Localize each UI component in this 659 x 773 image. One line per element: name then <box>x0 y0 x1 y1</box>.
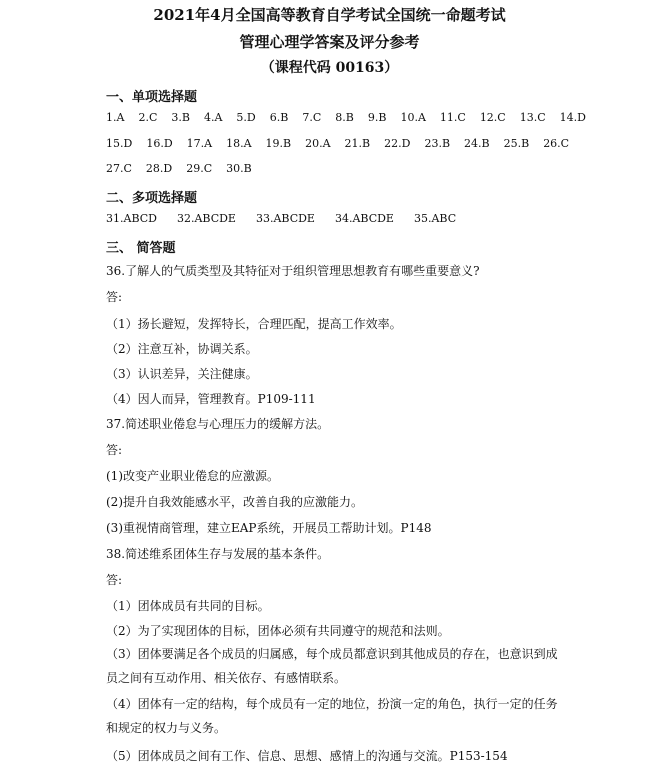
answer-item: 6.B <box>269 111 289 124</box>
answer-item: 15.D <box>106 137 133 150</box>
answer-point: （1）团体成员有共同的目标。 <box>106 599 270 613</box>
answer-point: （3）团体要满足各个成员的归属感，每个成员都意识到其他成员的存在，也意识到成员之间有互动作用、相关依存、有感情联系。 <box>106 647 558 685</box>
answer-item: 4.A <box>203 111 223 124</box>
answer-label: 答: <box>106 443 123 457</box>
answer-item: 3.B <box>171 111 190 124</box>
answer-item: 29.C <box>186 162 213 175</box>
answer-item: 32.ABCDE <box>176 212 236 225</box>
single-choice-row-2 <box>106 137 569 150</box>
single-choice-row-3 <box>106 162 252 175</box>
course-code: （课程代码 00163） <box>260 60 399 76</box>
answer-item: 22.D <box>384 137 411 150</box>
answer-item: 17.A <box>186 137 213 150</box>
answer-item: 31.ABCD <box>106 212 157 225</box>
answer-item: 30.B <box>226 162 252 175</box>
answer-item: 19.B <box>265 137 292 150</box>
answer-item: 12.C <box>479 111 506 124</box>
answer-item: 33.ABCDE <box>255 212 315 225</box>
answer-label: 答: <box>106 290 123 304</box>
exam-title: 2021年4月全国高等教育自学考试全国统一命题考试 <box>153 6 506 24</box>
single-choice-row-1 <box>106 111 586 124</box>
answer-item: 28.D <box>145 162 173 175</box>
answer-item: 9.B <box>367 111 387 124</box>
answer-item: 10.A <box>400 111 426 124</box>
answer-item: 13.C <box>519 111 546 124</box>
answer-point: (2)提升自我效能感水平，改善自我的应激能力。 <box>106 495 363 509</box>
answer-point: （2）为了实现团体的目标，团体必须有共同遵守的规范和法则。 <box>106 624 450 638</box>
answer-item: 26.C <box>543 137 570 150</box>
answer-item: 25.B <box>503 137 530 150</box>
answer-item: 23.B <box>424 137 451 150</box>
answer-item: 1.A <box>106 111 125 124</box>
answer-item: 16.D <box>146 137 173 150</box>
answer-item: 14.D <box>559 111 586 124</box>
answer-point: （5）团体成员之间有工作、信息、思想、感情上的沟通与交流。P153-154 <box>106 749 508 763</box>
answer-point: （4）因人而异，管理教育。P109-111 <box>106 392 316 406</box>
answer-item: 18.A <box>226 137 252 150</box>
short-answer-heading: 三、 简答题 <box>106 241 176 256</box>
exam-subtitle: 管理心理学答案及评分参考 <box>239 33 420 51</box>
answer-item: 7.C <box>302 111 322 124</box>
answer-item: 2.C <box>138 111 158 124</box>
answer-item: 8.B <box>335 111 354 124</box>
multiple-choice-heading: 二、多项选择题 <box>106 191 198 206</box>
answer-point: （2）注意互补，协调关系。 <box>106 342 258 356</box>
answer-item: 20.A <box>305 137 331 150</box>
answer-point: （3）认识差异，关注健康。 <box>106 367 258 381</box>
answer-point: （1）扬长避短，发挥特长，合理匹配，提高工作效率。 <box>106 317 402 331</box>
answer-item: 27.C <box>106 162 132 175</box>
answer-item: 5.D <box>236 111 256 124</box>
answer-item: 21.B <box>344 137 371 150</box>
single-choice-heading: 一、单项选择题 <box>106 90 198 105</box>
question-36: 36.了解人的气质类型及其特征对于组织管理思想教育有哪些重要意义? <box>106 264 480 278</box>
answer-item: 11.C <box>439 111 466 124</box>
answer-item: 34.ABCDE <box>334 212 394 225</box>
answer-point: (3)重视情商管理，建立EAP系统，开展员工帮助计划。P148 <box>106 521 432 535</box>
answer-item: 35.ABC <box>413 212 457 225</box>
question-38: 38.简述维系团体生存与发展的基本条件。 <box>106 547 330 561</box>
answer-point: （4）团体有一定的结构，每个成员有一定的地位，扮演一定的角色，执行一定的任务和规定的权力与义务。 <box>106 697 558 735</box>
multiple-choice-row <box>106 212 456 225</box>
answer-label: 答: <box>106 573 123 587</box>
answer-point: (1)改变产业职业倦怠的应激源。 <box>106 469 279 483</box>
question-37: 37.简述职业倦怠与心理压力的缓解方法。 <box>106 417 330 431</box>
answer-item: 24.B <box>464 137 490 150</box>
